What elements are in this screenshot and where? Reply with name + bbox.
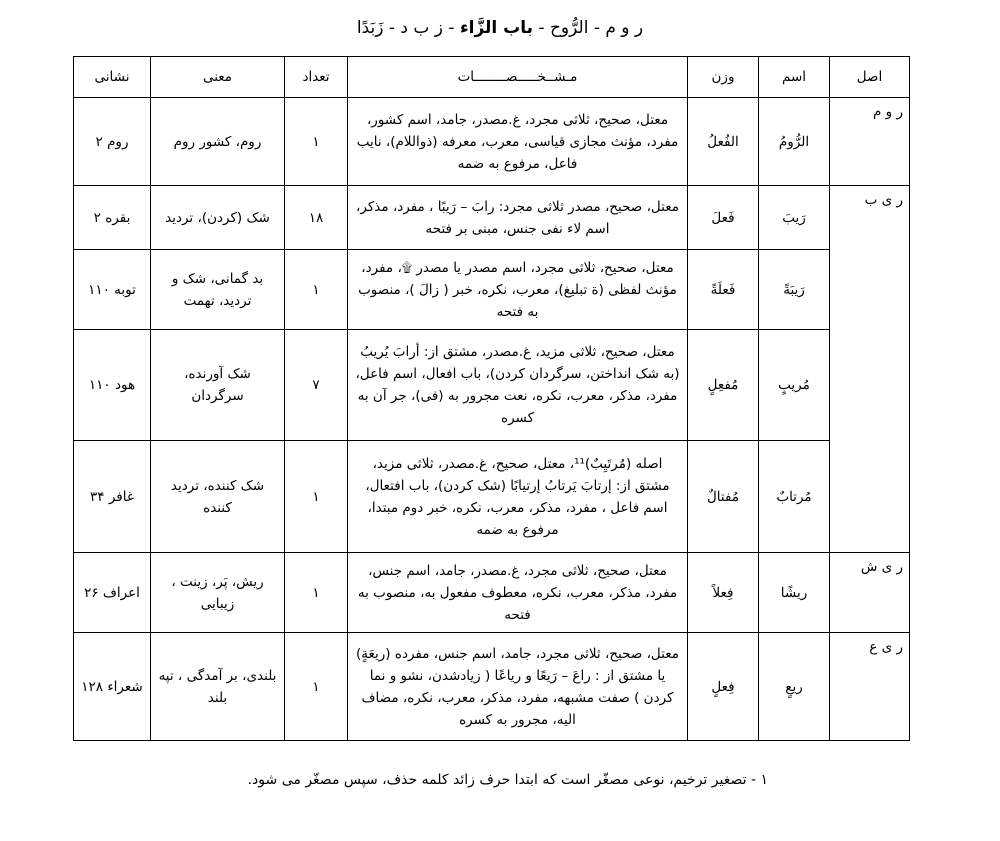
- desc-cell: معتل، صحیح، ثلاثی مجرد، غ.مصدر، جامد، اسم جنس، مفرد، مذکر، معرب، نکره، معطوف مفعول به، منصوب به فتحه: [348, 553, 688, 633]
- desc-cell: معتل، صحیح، ثلاثی مجرد، غ.مصدر، جامد، اسم کشور، مفرد، مؤنث مجازی قیاسی، معرب، معرفه (ذواللام)، نایب فاعل، مرفوع به ضمه: [348, 98, 688, 186]
- count-cell: ۱: [285, 553, 348, 633]
- table-row: [74, 98, 910, 186]
- page-title: [0, 18, 1000, 38]
- word-cell: مُریبٍ: [759, 330, 830, 441]
- header-ref: نشانی: [74, 57, 151, 98]
- word-cell: مُرتابٌ: [759, 441, 830, 553]
- table-row: [74, 186, 910, 250]
- wazn-cell: فَعلَةً: [688, 250, 759, 330]
- ref-cell: شعراء ۱۲۸: [74, 633, 151, 741]
- ref-cell: توبه ۱۱۰: [74, 250, 151, 330]
- ref-cell: روم ۲: [74, 98, 151, 186]
- root-cell: ر ی ب: [830, 186, 910, 553]
- title-bold: باب الزَّاء: [459, 18, 534, 38]
- header-wazn: وزن: [688, 57, 759, 98]
- count-cell: ۷: [285, 330, 348, 441]
- word-cell: ریعٍ: [759, 633, 830, 741]
- count-cell: ۱: [285, 633, 348, 741]
- count-cell: ۱: [285, 98, 348, 186]
- header-meaning: معنی: [151, 57, 285, 98]
- lexicon-table: [73, 56, 910, 741]
- header-word: اسم: [759, 57, 830, 98]
- wazn-cell: مُفعِلٍ: [688, 330, 759, 441]
- title-pre: ر و م - الرُّوح -: [533, 18, 644, 38]
- word-cell: الرُّومُ: [759, 98, 830, 186]
- count-cell: ۱: [285, 441, 348, 553]
- meaning-cell: شک آورنده، سرگردان: [151, 330, 285, 441]
- wazn-cell: فِعلٍ: [688, 633, 759, 741]
- ref-cell: بقره ۲: [74, 186, 151, 250]
- table-row: [74, 250, 910, 330]
- root-cell: ر ی ش: [830, 553, 910, 633]
- desc-cell: معتل، صحیح، ثلاثی مزید، غ.مصدر، مشتق از: أرابَ یُریبُ (به شک انداختن، سرگردان کردن)، باب افعال، اسم فاعل، مفرد، مذکر، معرب، نکره، نعت مجرور به (فی)، جر آن به کسره: [348, 330, 688, 441]
- table-row: [74, 633, 910, 741]
- root-cell: ر ی ع: [830, 633, 910, 741]
- root-cell: ر و م: [830, 98, 910, 186]
- title-post: - ز ب د - زَبَدًا: [356, 18, 460, 38]
- footnote: ۱ - تصغیر ترخیم، نوعی مصغّر است که ابتدا حرف زائد کلمه حذف، سپس مصغّر می شود.: [247, 772, 768, 788]
- header-count: تعداد: [285, 57, 348, 98]
- wazn-cell: فَعلَ: [688, 186, 759, 250]
- count-cell: ۱۸: [285, 186, 348, 250]
- meaning-cell: بلندی، بر آمدگی ، تپه بلند: [151, 633, 285, 741]
- desc-cell: اصله (مُرتَیِبٌ)¹¹، معتل، صحیح، غ.مصدر، ثلاثی مزید، مشتق از: إرتابَ یَرتابُ إرتیابًا (شک کردن)، باب افتعال، اسم فاعل ، مفرد، مذکر، معرب، نکره، خبر دوم مبتدا، مرفوع به ضمه: [348, 441, 688, 553]
- word-cell: رَیبَةً: [759, 250, 830, 330]
- desc-cell: معتل، صحیح، ثلاثی مجرد، جامد، اسم جنس، مفرده (ریعَةٍ) یا مشتق از : راعَ – رَیعًا و ریاعًا ( زیادشدن، نشو و نما کردن ) صفت مشبهه، مفرد، مذکر، معرب، نکره، مضاف الیه، مجرور به کسره: [348, 633, 688, 741]
- desc-cell: معتل، صحیح، مصدر ثلاثی مجرد: رابَ – رَیبًا ، مفرد، مذکر، اسم لاء نفی جنس، مبنی بر فتحه: [348, 186, 688, 250]
- meaning-cell: روم، کشور روم: [151, 98, 285, 186]
- table-row: [74, 441, 910, 553]
- ref-cell: غافر ۳۴: [74, 441, 151, 553]
- ref-cell: هود ۱۱۰: [74, 330, 151, 441]
- wazn-cell: مُفتالٌ: [688, 441, 759, 553]
- wazn-cell: الفُعلُ: [688, 98, 759, 186]
- word-cell: ریشًا: [759, 553, 830, 633]
- meaning-cell: بد گمانی، شک و تردید، تهمت: [151, 250, 285, 330]
- table-row: [74, 553, 910, 633]
- meaning-cell: ریش، پَر، زینت ، زیبایی: [151, 553, 285, 633]
- header-desc: مـشــخـــــصــــــــات: [348, 57, 688, 98]
- desc-cell: معتل، صحیح، ثلاثی مجرد، اسم مصدر یا مصدر ۩، مفرد، مؤنث لفظی (ة تبلیغ)، معرب، نکره، خبر ( زالَ )، منصوب به فتحه: [348, 250, 688, 330]
- ref-cell: اعراف ۲۶: [74, 553, 151, 633]
- wazn-cell: فِعلاً: [688, 553, 759, 633]
- header-root: اصل: [830, 57, 910, 98]
- header-row: [74, 57, 910, 98]
- count-cell: ۱: [285, 250, 348, 330]
- meaning-cell: شک کننده، تردید کننده: [151, 441, 285, 553]
- meaning-cell: شک (کردن)، تردید: [151, 186, 285, 250]
- table-row: [74, 330, 910, 441]
- word-cell: رَیبَ: [759, 186, 830, 250]
